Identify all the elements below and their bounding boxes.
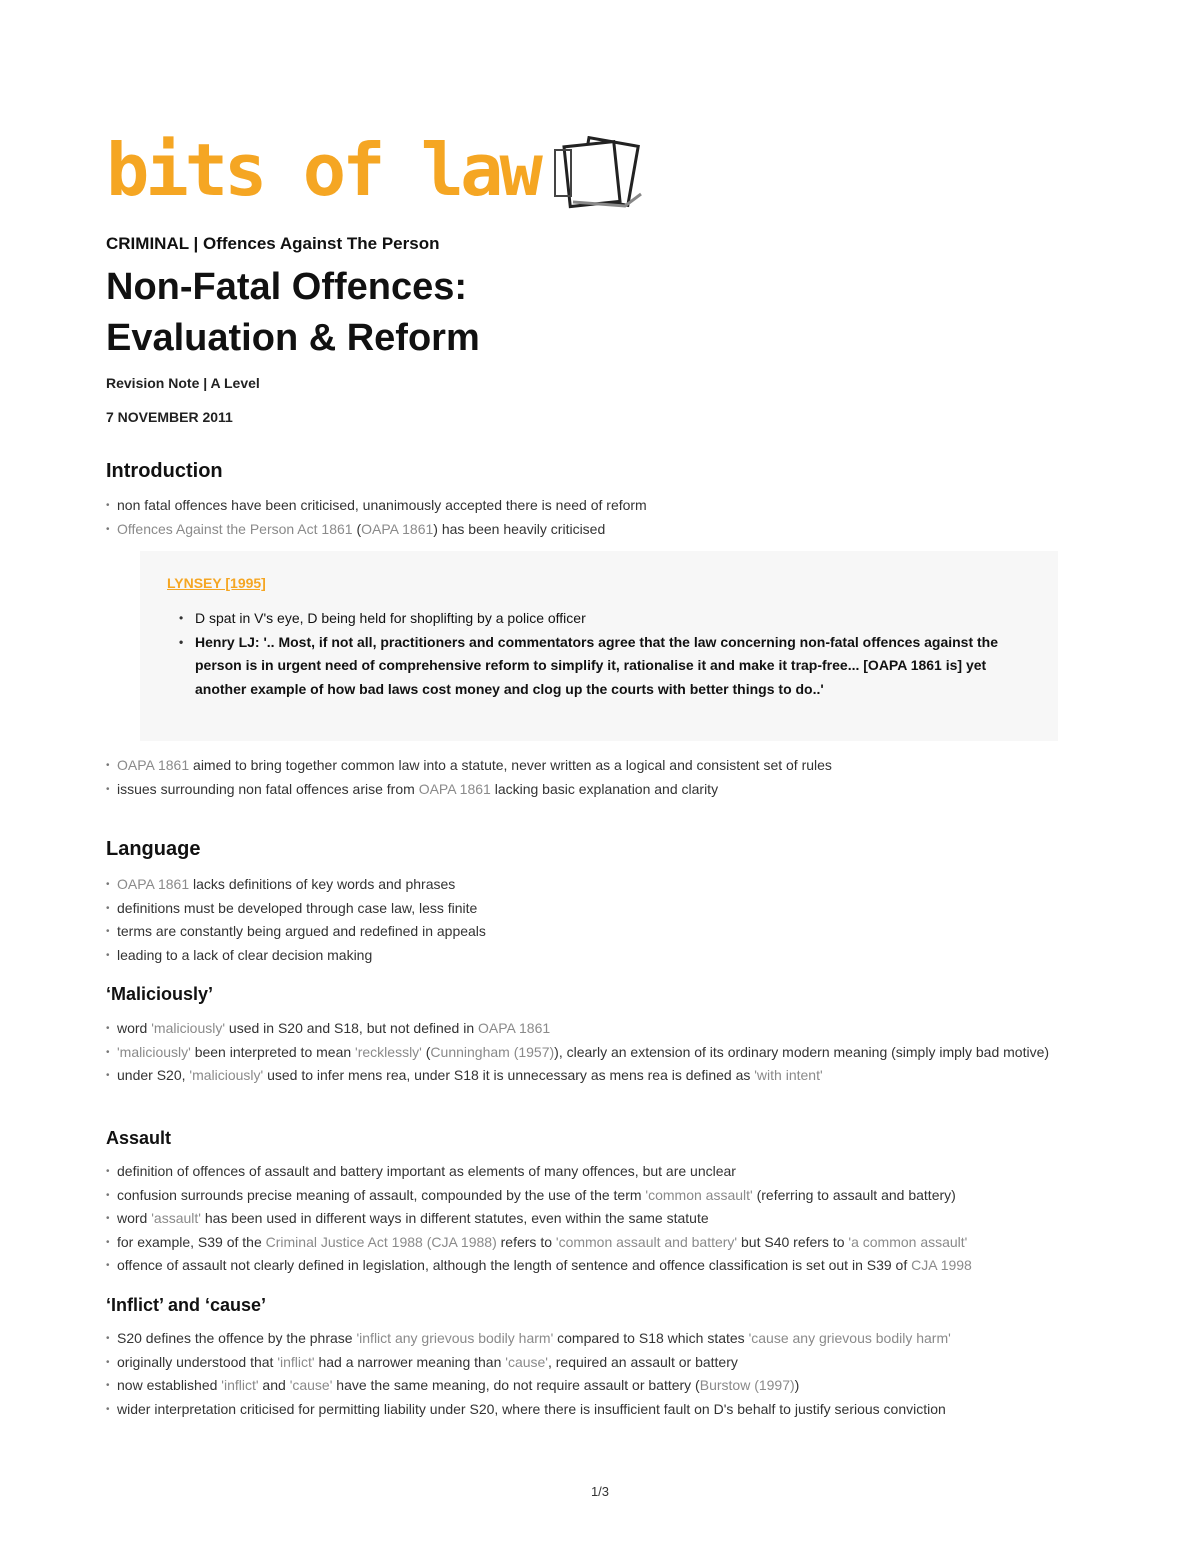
term: 'maliciously' [117,1043,191,1060]
publish-date: 7 NOVEMBER 2011 [106,409,233,425]
page-number: 1/3 [590,1484,610,1499]
case-quote: • Henry LJ: '.. Most, if not all, practitioners and commentators agree that the law concerning non-fatal offences against the person is in urgent need of comprehensive reform to simplify it, rationalise it and make it trap-free... [OAPA 1861 is] yet another example of how bad laws cost money and clog up the courts with better things to do..' [167,631,1017,702]
text: for example, S39 of the [117,1233,266,1250]
text: used to infer mens rea, under S18 it is unnecessary as mens rea is defined as [263,1067,755,1083]
text: has been used in different ways in different statutes, even within the same statute [200,1210,709,1226]
paper-stack-icon [553,136,649,215]
text: offence of assault not clearly defined in legislation, although the length of sentence and offence classification is set out in S39 of [117,1257,912,1273]
term: 'common assault and battery' [555,1233,738,1250]
term: 'inflict' [277,1353,315,1370]
language-list [106,873,1096,967]
term: 'maliciously' [189,1067,264,1083]
term: 'maliciously' [151,1020,226,1036]
list-item [106,518,1096,542]
list-item: • D spat in V's eye, D being held for shoplifting by a police officer [167,607,1017,631]
statute-link[interactable]: CJA 1998 [911,1257,972,1273]
text: ( [421,1043,431,1060]
term: 'with intent' [754,1067,823,1083]
list-item [106,1351,1096,1375]
text: , required an assault or battery [547,1353,738,1370]
text: compared to S18 which states [553,1330,749,1346]
maliciously-list [106,1017,1096,1088]
term: 'cause any grievous bodily harm' [748,1330,951,1346]
text: S20 defines the offence by the phrase [117,1330,357,1346]
list-item [106,1254,1096,1278]
text: issues surrounding non fatal offences arise from [117,780,419,797]
list-item [106,873,1096,897]
case-points [167,607,1017,701]
text: have the same meaning, do not require assault or battery ( [332,1377,700,1393]
text: (referring to assault and battery) [752,1186,956,1203]
text: aimed to bring together common law into a statute, never written as a logical and consistent set of rules [189,757,832,773]
subheading-maliciously: ‘Maliciously’ [106,984,214,1004]
list-item: • terms are constantly being argued and redefined in appeals [106,920,1096,944]
text: had a narrower meaning than [314,1353,506,1370]
text: and [258,1377,290,1393]
list-item [106,778,1096,802]
list-item: • non fatal offences have been criticised, unanimously accepted there is need of reform [106,494,1096,518]
text: ( [352,520,362,537]
case-box [140,551,1058,741]
list-item [106,1041,1096,1065]
title-line-2: Evaluation & Reform [106,317,480,359]
subheading-assault: Assault [106,1128,172,1148]
statute-link[interactable]: OAPA 1861 [117,876,190,892]
intro-list [106,494,1096,541]
section-heading-language: Language [106,838,201,860]
inflict-list [106,1327,1096,1421]
text: originally understood that [117,1353,278,1370]
statute-link[interactable]: Criminal Justice Act 1988 (CJA 1988) [265,1233,497,1250]
intro-list-2 [106,754,1096,801]
term: 'cause' [505,1353,548,1370]
text: lacks definitions of key words and phrases [189,876,456,892]
text: word [117,1020,152,1036]
text: ) [794,1377,800,1393]
term: 'common assault' [645,1186,753,1203]
statute-link[interactable]: OAPA 1861 [117,757,190,773]
list-item: • wider interpretation criticised for permitting liability under S20, where there is insufficient fault on D's behalf to justify serious conviction [106,1398,1096,1422]
text: been interpreted to mean [190,1043,356,1060]
statute-link[interactable]: Offences Against the Person Act 1861 [117,520,353,537]
term: 'assault' [151,1210,201,1226]
list-item [106,1231,1096,1255]
text: confusion surrounds precise meaning of assault, compounded by the use of the term [117,1186,646,1203]
text: but S40 refers to [737,1233,849,1250]
text: now established [117,1377,222,1393]
list-item: • leading to a lack of clear decision making [106,944,1096,968]
case-link[interactable]: Burstow (1997) [699,1377,795,1393]
term: 'cause' [289,1377,333,1393]
list-item [106,1017,1096,1041]
subheading-inflict-cause: ‘Inflict’ and ‘cause’ [106,1295,267,1315]
list-item [106,754,1096,778]
text: ), clearly an extension of its ordinary modern meaning (simply imply bad motive) [554,1043,1050,1060]
statute-link[interactable]: OAPA 1861 [361,520,434,537]
term: 'recklessly' [355,1043,422,1060]
brand-logo [106,128,649,212]
subtitle: Revision Note | A Level [106,375,260,391]
case-link[interactable]: Cunningham (1957) [430,1043,555,1060]
assault-list [106,1160,1096,1278]
list-item [106,1207,1096,1231]
list-item: • definitions must be developed through case law, less finite [106,897,1096,921]
page-title [106,262,480,364]
text: under S20, [117,1067,190,1083]
list-item [106,1064,1096,1088]
text: used in S20 and S18, but not defined in [225,1020,479,1036]
text: refers to [496,1233,556,1250]
title-line-1: Non-Fatal Offences: [106,266,468,308]
statute-link[interactable]: OAPA 1861 [478,1020,551,1036]
list-item: • definition of offences of assault and battery important as elements of many offences, but are unclear [106,1160,1096,1184]
list-item [106,1374,1096,1398]
text: word [117,1210,152,1226]
term: 'a common assault' [848,1233,968,1250]
list-item [106,1327,1096,1351]
section-heading-introduction: Introduction [106,460,223,482]
list-item [106,1184,1096,1208]
logo-text: bits of law [106,128,539,212]
text: lacking basic explanation and clarity [490,780,719,797]
category-breadcrumb: CRIMINAL | Offences Against The Person [106,234,440,253]
term: 'inflict' [221,1377,259,1393]
text: ) has been heavily criticised [433,520,606,537]
term: 'inflict any grievous bodily harm' [356,1330,554,1346]
statute-link[interactable]: OAPA 1861 [418,780,491,797]
case-title-link[interactable]: LYNSEY [1995] [167,575,266,591]
